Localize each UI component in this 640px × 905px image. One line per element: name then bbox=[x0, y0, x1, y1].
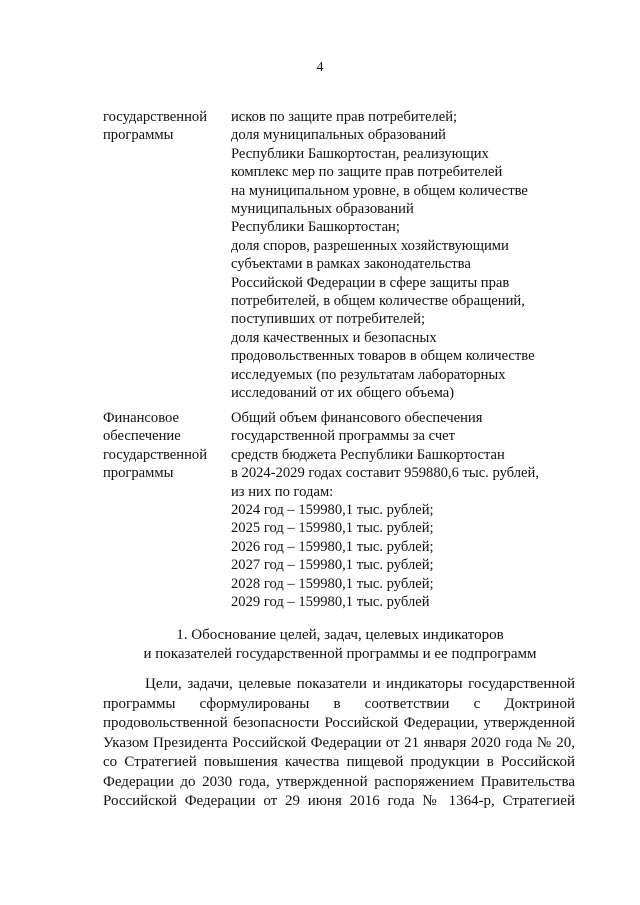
paragraph-line: программы сформулированы в соответствии с Доктриной bbox=[103, 695, 575, 712]
body-paragraph bbox=[103, 675, 575, 812]
indicators-value bbox=[231, 108, 576, 403]
value-line: муниципальных образований bbox=[231, 201, 414, 218]
year-amount-line: 2027 год – 159980,1 тыс. рублей; bbox=[231, 557, 434, 574]
value-line: Российской Федерации в сфере защиты прав bbox=[231, 274, 510, 291]
value-line: доля споров, разрешенных хозяйствующими bbox=[231, 237, 509, 254]
label-line: программы bbox=[103, 465, 174, 482]
paragraph-line: продовольственной безопасности Российской Федерации, утвержденной bbox=[103, 715, 575, 731]
section-heading bbox=[100, 626, 580, 664]
value-line: доля муниципальных образований bbox=[231, 127, 446, 144]
finance-label bbox=[103, 409, 228, 483]
label-line: государственной bbox=[103, 446, 208, 463]
value-line: Общий объем финансового обеспечения bbox=[231, 410, 483, 426]
year-amount-line: 2029 год – 159980,1 тыс. рублей bbox=[231, 594, 430, 611]
year-amount-line: 2025 год – 159980,1 тыс. рублей; bbox=[231, 520, 434, 537]
paragraph-line: Российской Федерации от 29 июня 2016 года № 1364-р, Стратегией bbox=[103, 793, 575, 809]
value-line: исследований от их общего объема) bbox=[231, 385, 455, 402]
value-line: субъектами в рамках законодательства bbox=[231, 256, 471, 273]
year-amount-line: 2024 год – 159980,1 тыс. рублей; bbox=[231, 502, 434, 519]
year-amount-line: 2026 год – 159980,1 тыс. рублей; bbox=[231, 538, 434, 555]
heading-line: 1. Обоснование целей, задач, целевых индикаторов bbox=[176, 627, 504, 643]
paragraph-line: Цели, задачи, целевые показатели и индикаторы государственной bbox=[145, 676, 575, 692]
value-line: доля качественных и безопасных bbox=[231, 329, 437, 346]
finance-value bbox=[231, 409, 576, 611]
paragraph-line: со Стратегией повышения качества пищевой продукции в Российской bbox=[103, 754, 575, 770]
year-amount-line: 2028 год – 159980,1 тыс. рублей; bbox=[231, 575, 434, 592]
value-line: государственной программы за счет bbox=[231, 428, 456, 445]
paragraph-line: Федерации до 2030 года, утвержденной распоряжением Правительства bbox=[103, 773, 575, 790]
value-line: поступивших от потребителей; bbox=[231, 311, 426, 328]
value-line: Республики Башкортостан, реализующих bbox=[231, 145, 489, 162]
value-line: из них по годам: bbox=[231, 483, 334, 500]
label-line: государственной bbox=[103, 109, 208, 125]
paragraph-line: Указом Президента Российской Федерации от 21 января 2020 года № 20, bbox=[103, 734, 575, 751]
value-line: продовольственных товаров в общем количестве bbox=[231, 348, 535, 365]
value-line: комплекс мер по защите прав потребителей bbox=[231, 164, 503, 181]
page-number: 4 bbox=[316, 60, 324, 75]
label-line: обеспечение bbox=[103, 428, 181, 445]
heading-line: и показателей государственной программы и ее подпрограмм bbox=[143, 646, 537, 662]
value-line: на муниципальном уровне, в общем количестве bbox=[231, 182, 528, 199]
value-line: исков по защите прав потребителей; bbox=[231, 109, 458, 125]
label-line: Финансовое bbox=[103, 410, 179, 426]
value-line: потребителей, в общем количестве обращений, bbox=[231, 293, 525, 310]
label-line: программы bbox=[103, 127, 174, 144]
value-line: исследуемых (по результатам лабораторных bbox=[231, 366, 506, 383]
value-line: Республики Башкортостан; bbox=[231, 219, 400, 236]
value-line: в 2024-2029 годах составит 959880,6 тыс. рублей, bbox=[231, 465, 539, 482]
indicators-label bbox=[103, 108, 228, 145]
value-line: средств бюджета Республики Башкортостан bbox=[231, 446, 505, 463]
